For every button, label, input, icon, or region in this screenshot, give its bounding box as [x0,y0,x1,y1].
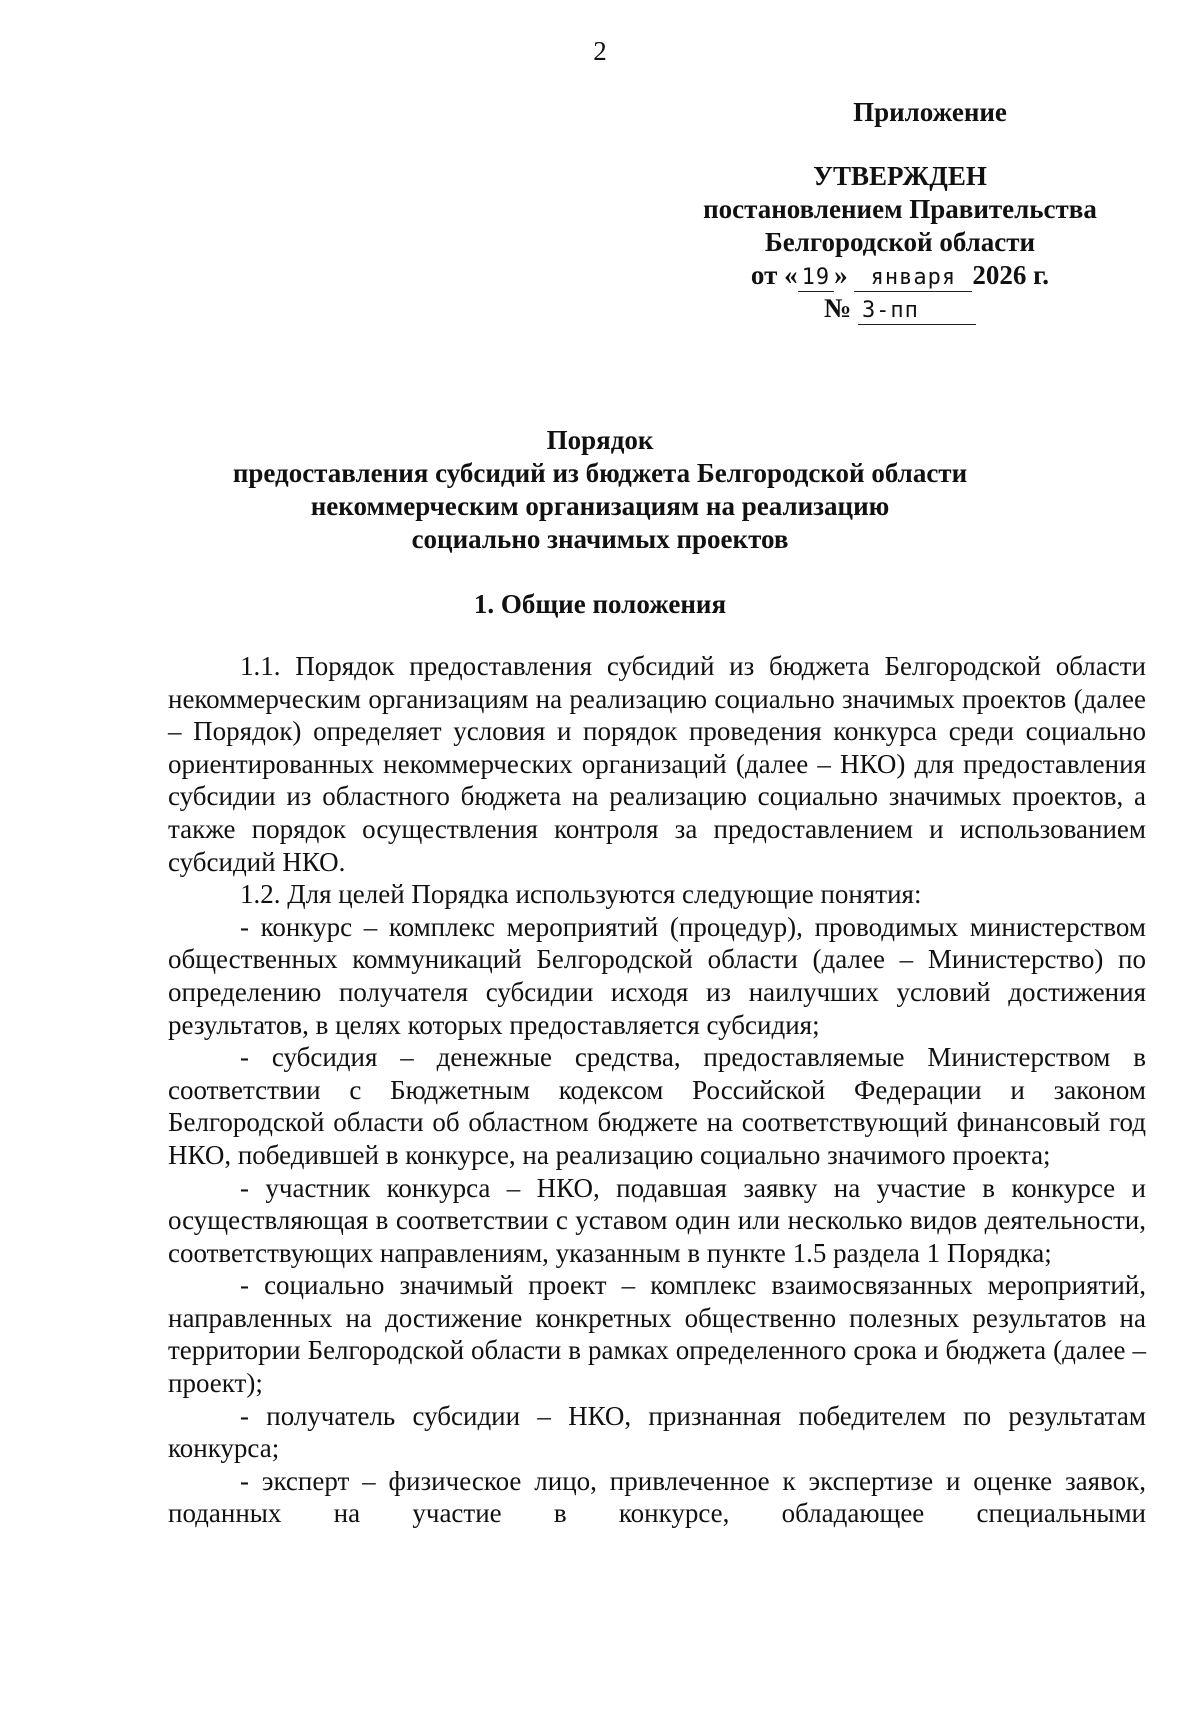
title-line-1: Порядок [546,425,654,455]
date-prefix: от « [750,260,798,290]
document-title [0,424,1200,556]
approval-date-line [640,259,1160,292]
approval-line-2: Белгородской области [764,227,1036,257]
paragraph: - конкурс – комплекс мероприятий (процедур), проводимых министерством общественных коммуникаций Белгородской области (далее – Министерство) по определению получателя субсидии исходя из наилучших условий достижения результатов, в целях которых предоставляется субсидия; [168,911,1146,1040]
paragraph: 1.2. Для целей Порядка используются следующие понятия: [240,879,922,910]
approval-line-1: постановлением Правительства [703,194,1097,224]
number-prefix: № [824,293,852,323]
title-line-4: социально значимых проектов [411,524,789,554]
paragraph: - субсидия – денежные средства, предоставляемые Министерством в соответствии с Бюджетным кодексом Российской Федерации и законом Белгородской области об областном бюджете на соответствующий финансовый год НКО, победившей в конкурсе, на реализацию социально значимого проекта; [168,1042,1146,1170]
number-value: 3-пп [858,298,976,325]
paragraph: - социально значимый проект – комплекс взаимосвязанных мероприятий, направленных на достижение конкретных общественно полезных результатов на территории Белгородской области в рамках определенного срока и бюджета (далее – проект); [168,1270,1146,1399]
title-line-3: некоммерческим организациям на реализацию [310,491,890,521]
page-number: 2 [593,36,607,66]
annex-label: Приложение [853,97,1007,127]
section-heading: 1. Общие положения [473,589,727,619]
body-text [168,650,1146,1530]
approval-block [640,160,1160,325]
title-line-2: предоставления субсидий из бюджета Белгородской области [232,458,968,488]
paragraph: - участник конкурса – НКО, подавшая заявку на участие в конкурсе и осуществляющая в соответствии с уставом один или несколько видов деятельности, соответствующих направлениям, указанным в пункте 1.5 раздела 1 Порядка; [168,1172,1146,1268]
date-year: 2026 г. [972,260,1050,290]
approval-number-line [640,292,1160,325]
paragraph: 1.1. Порядок предоставления субсидий из бюджета Белгородской области некоммерческим организациям на реализацию социально значимых проектов (далее – Порядок) определяет условия и порядок проведения конкурса среди социально ориентированных некоммерческих организаций (далее – НКО) для предоставления субсидии из областного бюджета на реализацию социально значимых проектов, а также порядок осуществления контроля за предоставлением и использованием субсидий НКО. [168,651,1146,877]
approved-label: УТВЕРЖДЕН [813,161,987,191]
date-day: 19 [798,265,835,292]
date-month: января [854,265,972,292]
paragraph: - эксперт – физическое лицо, привлеченное к экспертизе и оценке заявок, поданных на участие в конкурсе, обладающее специальными [168,1465,1146,1529]
paragraph: - получатель субсидии – НКО, признанная победителем по результатам конкурса; [168,1400,1146,1464]
date-mid: » [834,260,848,290]
